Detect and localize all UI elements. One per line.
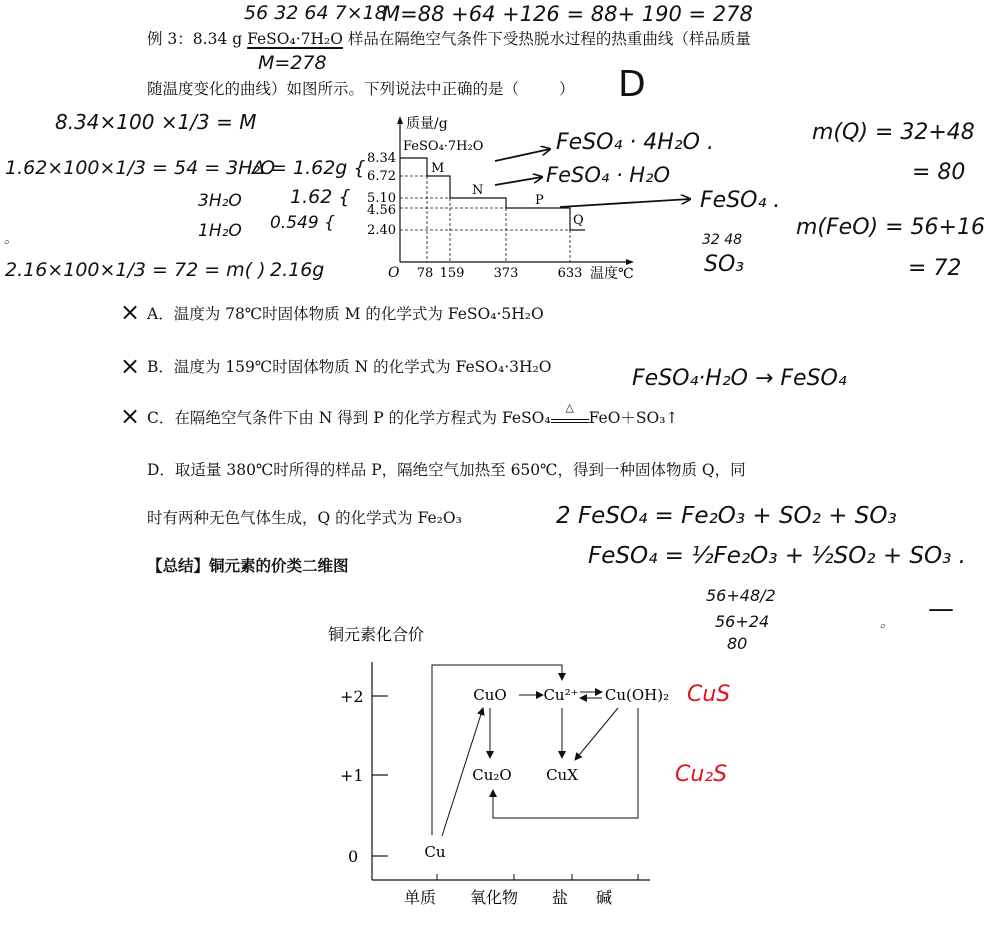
graph-x-arrow <box>626 259 634 265</box>
graph-top-label: FeSO₄·7H₂O <box>403 139 484 154</box>
hand-arrow-to-fe1 <box>495 177 542 185</box>
hand-cross-a: × <box>120 298 141 326</box>
hand-sub1: 32 48 <box>702 232 743 248</box>
diagram-x-cat-base: 碱 <box>595 888 613 907</box>
diagram-x-cat-salt: 盐 <box>551 888 569 907</box>
option-b-text: B．温度为 159℃时固体物质 N 的化学式为 FeSO₄·3H₂O <box>147 358 552 376</box>
graph-letter-p: P <box>535 193 544 208</box>
hand-eq-d1: 2 FeSO₄ = Fe₂O₃ + SO₂ + SO₃ <box>556 503 897 529</box>
hand-calc1: 56+48/2 <box>706 586 776 605</box>
hand-delta-4: 2.16g <box>270 259 325 281</box>
hand-cross-c: × <box>120 402 141 430</box>
hand-dot: 。 <box>4 231 18 247</box>
diagram-y-tick-plus1: +1 <box>340 766 364 785</box>
hand-calc2: 56+24 <box>715 612 770 631</box>
graph-x-axis-label: 温度℃ <box>590 266 634 282</box>
option-c <box>147 401 679 428</box>
graph-x-tick-159: 159 <box>439 266 465 281</box>
diagram-y-tick-plus2: +2 <box>340 687 364 706</box>
option-a <box>147 304 544 324</box>
node-cuoh2: Cu(OH)₂ <box>604 686 670 704</box>
hand-mq2: = 80 <box>912 160 966 185</box>
hand-top-numbers: 56 32 64 7×18 <box>244 2 387 24</box>
option-c-heat-arrow <box>551 401 589 423</box>
hand-eq-d2: FeSO₄ = ½Fe₂O₃ + ½SO₂ + SO₃ . <box>588 543 966 569</box>
summary-title-text: 【总结】铜元素的价类二维图 <box>147 556 349 575</box>
graph-y-axis-label: 质量/g <box>406 116 448 132</box>
hand-delta-3: 0.549 { <box>270 213 335 233</box>
hand-mq: m(Q) = 32+48 <box>812 120 975 145</box>
option-d-line-1 <box>147 460 746 480</box>
graph-x-tick-78: 78 <box>416 266 434 281</box>
hand-left-4: 1H₂O <box>198 221 242 241</box>
example-line1-rest: 样品在隔绝空气条件下受热脱水过程的热重曲线（样品质量 <box>342 30 751 48</box>
option-b <box>147 357 551 377</box>
example-line-2 <box>147 79 575 99</box>
hand-delta-2: 1.62 { <box>290 186 351 208</box>
node-cuo: CuO <box>473 686 507 704</box>
node-cux: CuX <box>546 766 578 784</box>
graph-letter-q: Q <box>573 213 584 228</box>
graph-x-tick-633: 633 <box>557 266 583 281</box>
hand-cross-b: × <box>120 352 141 380</box>
node-cu2o: Cu₂O <box>472 766 512 784</box>
example-line2: 随温度变化的曲线）如图所示。下列说法中正确的是（ <box>147 80 520 98</box>
node-cu: Cu <box>424 843 446 861</box>
graph-y-tick-510: 5.10 <box>367 191 396 206</box>
option-c-prefix: C．在隔绝空气条件下由 N 得到 P 的化学方程式为 FeSO₄ <box>147 409 551 427</box>
hand-dot-2: 。 <box>880 615 894 631</box>
hand-cu2s: Cu₂S <box>675 762 728 787</box>
summary-title <box>147 556 349 576</box>
hand-top-m-calc: M=88 +64 +126 = 88+ 190 = 278 <box>382 2 753 26</box>
example-close-paren: ） <box>559 80 575 98</box>
graph-y-tick-240: 2.40 <box>367 223 396 238</box>
graph-origin-label: O <box>388 265 400 281</box>
graph-letter-m: M <box>431 161 445 176</box>
arrow-cuoh2-to-cu2o <box>493 708 638 818</box>
diagram-x-cat-element: 单质 <box>403 888 437 907</box>
option-a-text: A．温度为 78℃时固体物质 M 的化学式为 FeSO₄·5H₂O <box>147 305 544 323</box>
hand-under-formula: M=278 <box>258 52 327 74</box>
hand-dash: — <box>928 594 954 624</box>
option-d-line1: D．取适量 380℃时所得的样品 P，隔绝空气加热至 650℃，得到一种固体物质 Q，同 <box>147 461 746 479</box>
graph-x-tick-373: 373 <box>493 266 519 281</box>
option-c-suffix: FeO＋SO₃↑ <box>588 409 679 427</box>
diagram-y-axis-label: 铜元素化合价 <box>328 625 425 644</box>
hand-left-3: 3H₂O <box>198 191 242 211</box>
copper-valence-diagram <box>300 620 680 915</box>
hand-fe1: FeSO₄ · H₂O <box>546 163 671 187</box>
graph-y-arrow <box>397 116 403 124</box>
graph-y-tick-456: 4.56 <box>367 203 396 218</box>
example-formula: FeSO₄·7H₂O <box>247 30 343 48</box>
hand-cus: CuS <box>687 682 731 707</box>
hand-left-5: 2.16×100×1/3 = 72 = m( ) <box>5 259 266 281</box>
graph-letter-n: N <box>472 183 484 198</box>
hand-calc3: 80 <box>727 634 748 653</box>
example-line-1 <box>147 29 751 49</box>
hand-mfeo2: = 72 <box>908 256 962 281</box>
graph-y-tick-834: 8.34 <box>367 151 396 166</box>
hand-eq-c: FeSO₄·H₂O → FeSO₄ <box>632 366 847 391</box>
example-prefix: 例 3：8.34 g <box>147 30 248 48</box>
graph-y-tick-672: 6.72 <box>367 169 396 184</box>
option-d-line-2 <box>147 508 462 528</box>
hand-fe4: FeSO₄ · 4H₂O . <box>556 130 714 155</box>
option-d-line2: 时有两种无色气体生成，Q 的化学式为 Fe₂O₃ <box>147 509 462 527</box>
hand-arrow-to-fes <box>560 199 690 207</box>
hand-mfeo: m(FeO) = 56+16 <box>796 215 985 240</box>
hand-so3: SO₃ <box>704 252 745 277</box>
option-c-delta: △ <box>565 401 574 414</box>
node-cu2plus: Cu²⁺ <box>543 686 579 704</box>
hand-delta-1: Δ = 1.62g { <box>252 157 366 179</box>
diagram-y-tick-zero: 0 <box>348 847 359 866</box>
hand-left-2: 1.62×100×1/3 = 54 = 3H₂O <box>5 157 276 179</box>
hand-answer: D <box>618 64 646 105</box>
arrow-cuoh2-to-cux <box>575 708 618 760</box>
hand-fes: FeSO₄ . <box>700 188 781 213</box>
hand-arrow-to-fe4 <box>495 149 550 161</box>
diagram-x-cat-oxide: 氧化物 <box>469 888 519 907</box>
hand-left-1: 8.34×100 ×1/3 = M <box>55 110 257 134</box>
